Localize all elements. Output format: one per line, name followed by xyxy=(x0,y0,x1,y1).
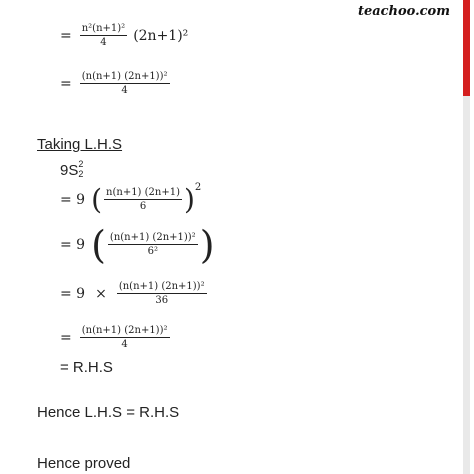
brand-logo: teachoo.com xyxy=(357,4,450,19)
numerator: n²(n+1)² xyxy=(81,23,126,34)
fraction xyxy=(104,188,182,212)
fraction xyxy=(80,72,170,96)
equals-sign: = xyxy=(60,76,72,92)
equals-sign: = xyxy=(60,28,72,44)
section-heading: Taking L.H.S xyxy=(37,136,123,153)
equals-sign: = xyxy=(60,330,72,346)
denominator: 4 xyxy=(121,339,128,350)
open-paren: ( xyxy=(91,223,106,267)
lhs-expression xyxy=(60,159,84,179)
equation-line-4 xyxy=(60,223,215,267)
denominator: 36 xyxy=(155,295,169,306)
exponent: 2 xyxy=(194,182,202,193)
conclusion-line: Hence L.H.S = R.H.S xyxy=(37,404,180,421)
close-paren: ) xyxy=(199,223,215,267)
denominator: 6 xyxy=(139,201,147,212)
denominator: 4 xyxy=(100,37,107,48)
equation-line-5 xyxy=(60,282,209,306)
factor: (2n+1)² xyxy=(133,28,189,44)
close-paren: ) xyxy=(183,183,195,216)
fraction xyxy=(80,24,127,48)
accent-bar xyxy=(463,0,470,96)
times-sign: × xyxy=(95,286,107,302)
proof-complete: Hence proved xyxy=(37,455,131,472)
fraction xyxy=(117,282,207,306)
numerator: (n(n+1) (2n+1))² xyxy=(109,232,196,243)
numerator: (n(n+1) (2n+1))² xyxy=(118,281,205,292)
denominator: 4 xyxy=(121,85,128,96)
numerator: (n(n+1) (2n+1))² xyxy=(81,325,168,336)
denominator: 6² xyxy=(147,246,158,257)
fraction xyxy=(108,233,198,257)
rhs-line: = R.H.S xyxy=(60,359,113,376)
lhs-superscript: 2 xyxy=(78,159,84,169)
equals-nine: = 9 xyxy=(60,192,86,208)
open-paren: ( xyxy=(91,183,103,216)
equation-line-2 xyxy=(60,72,172,96)
lhs-subscript: 2 xyxy=(78,169,84,179)
numerator: (n(n+1) (2n+1))² xyxy=(81,71,168,82)
lhs-base: 9S xyxy=(60,162,79,179)
accent-divider xyxy=(463,96,470,474)
equation-line-6 xyxy=(60,326,172,350)
equals-nine: = 9 xyxy=(60,237,86,253)
equals-nine: = 9 xyxy=(60,286,86,302)
equation-line-1 xyxy=(60,24,188,48)
equation-line-3 xyxy=(60,182,202,216)
numerator: n(n+1) (2n+1) xyxy=(106,187,180,198)
fraction xyxy=(80,326,170,350)
